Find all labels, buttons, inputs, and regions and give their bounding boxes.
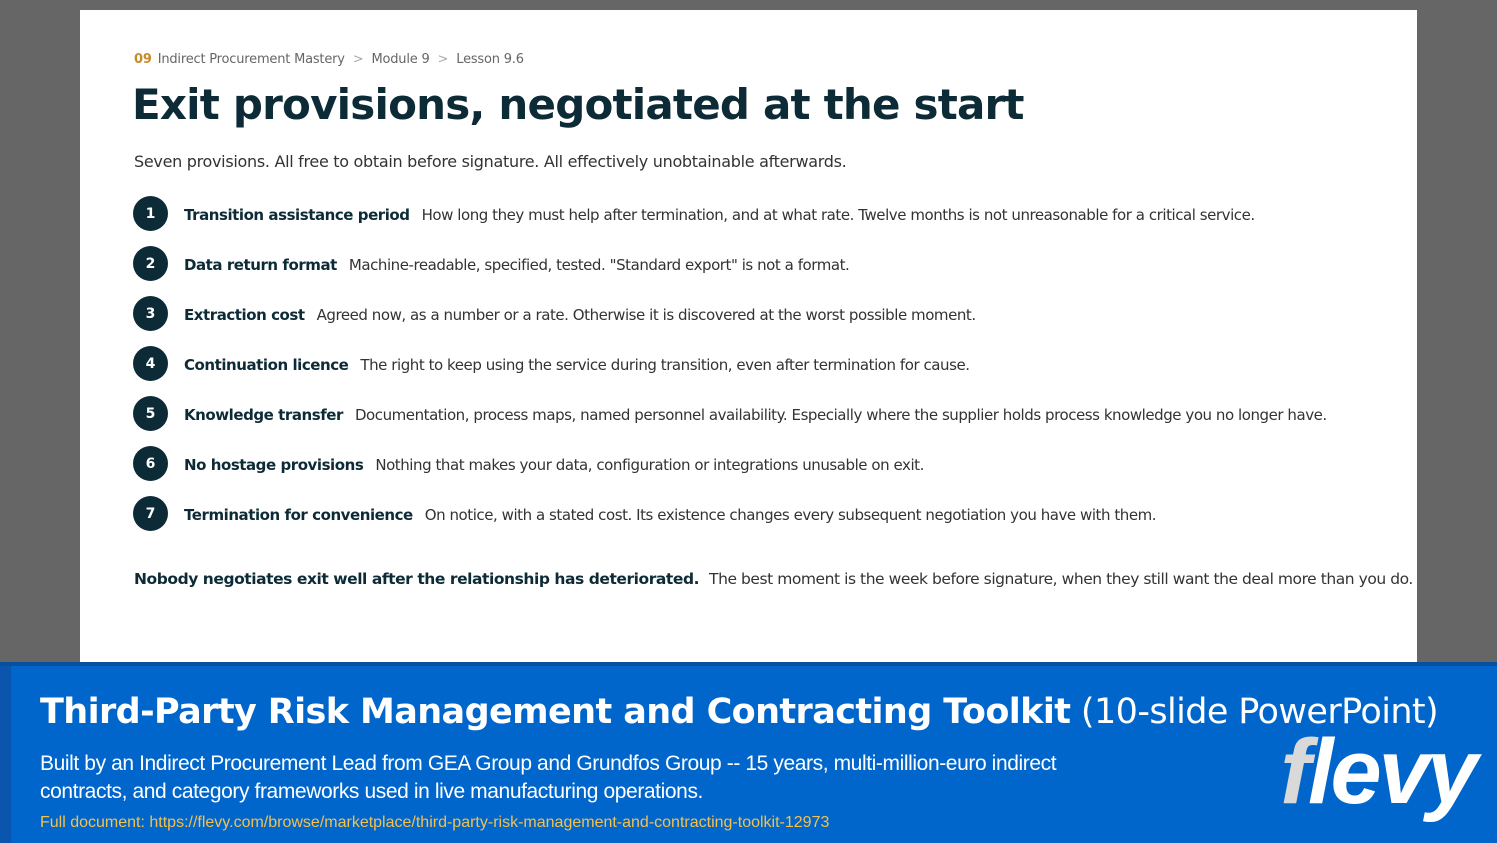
slide [80,10,1417,662]
provision-heading: Data return format [184,256,337,274]
provision-item [133,496,1393,546]
provision-heading: Knowledge transfer [184,406,343,424]
breadcrumb-separator: > [352,52,364,67]
provision-text: On notice, with a stated cost. Its existence changes every subsequent negotiation you have with them. [424,506,1157,524]
number-badge: 6 [133,446,168,481]
breadcrumb-lesson: Lesson 9.6 [456,52,524,67]
closing-text: The best moment is the week before signature, when they still want the deal more than you do. [709,570,1413,588]
page-subtitle: Seven provisions. All free to obtain before signature. All effectively unobtainable afterwards. [134,152,847,171]
provision-heading: Termination for convenience [184,506,413,524]
banner-title-bold: Third-Party Risk Management and Contracting Toolkit [40,692,1071,732]
banner-title-light: (10-slide PowerPoint) [1080,692,1439,732]
banner-edge [0,666,11,843]
breadcrumb-separator: > [437,52,449,67]
number-badge: 5 [133,396,168,431]
closing-bold: Nobody negotiates exit well after the relationship has deteriorated. [134,570,700,588]
provision-text: How long they must help after termination, and at what rate. Twelve months is not unreasonable for a critical service. [421,206,1255,224]
logo-rest: levy [1307,721,1475,823]
logo-f: f [1280,721,1308,823]
document-link[interactable]: Full document: https://flevy.com/browse/marketplace/third-party-risk-management-and-contracting-toolkit-12973 [40,814,830,831]
number-badge: 3 [133,296,168,331]
closing-note [134,570,1413,588]
breadcrumb-module: Module 9 [371,52,430,67]
provision-text: Nothing that makes your data, configuration or integrations unusable on exit. [375,456,924,474]
provision-heading: Continuation licence [184,356,349,374]
provision-item [133,296,1393,346]
page-title: Exit provisions, negotiated at the start [132,80,1024,129]
provision-heading: Transition assistance period [184,206,410,224]
breadcrumb [134,52,524,67]
provision-text: Agreed now, as a number or a rate. Otherwise it is discovered at the worst possible moment. [316,306,976,324]
provision-text: Machine-readable, specified, tested. "Standard export" is not a format. [348,256,850,274]
breadcrumb-number: 09 [134,52,152,67]
provision-text: Documentation, process maps, named personnel availability. Especially where the supplier holds process knowledge you no longer have. [354,406,1327,424]
provision-item [133,246,1393,296]
banner-title [40,692,1438,732]
provision-item [133,196,1393,246]
flevy-logo [1280,721,1475,823]
number-badge: 4 [133,346,168,381]
provision-text: The right to keep using the service during transition, even after termination for cause. [360,356,970,374]
number-badge: 1 [133,196,168,231]
provision-list [133,196,1393,546]
promo-banner [0,662,1497,843]
number-badge: 2 [133,246,168,281]
banner-description: Built by an Indirect Procurement Lead from GEA Group and Grundfos Group -- 15 years, multi-million-euro indirect contracts, and category frameworks used in live manufacturing operations. [40,752,1057,803]
provision-heading: Extraction cost [184,306,305,324]
provision-item [133,396,1393,446]
number-badge: 7 [133,496,168,531]
breadcrumb-course: Indirect Procurement Mastery [157,52,345,67]
provision-heading: No hostage provisions [184,456,364,474]
provision-item [133,346,1393,396]
provision-item [133,446,1393,496]
